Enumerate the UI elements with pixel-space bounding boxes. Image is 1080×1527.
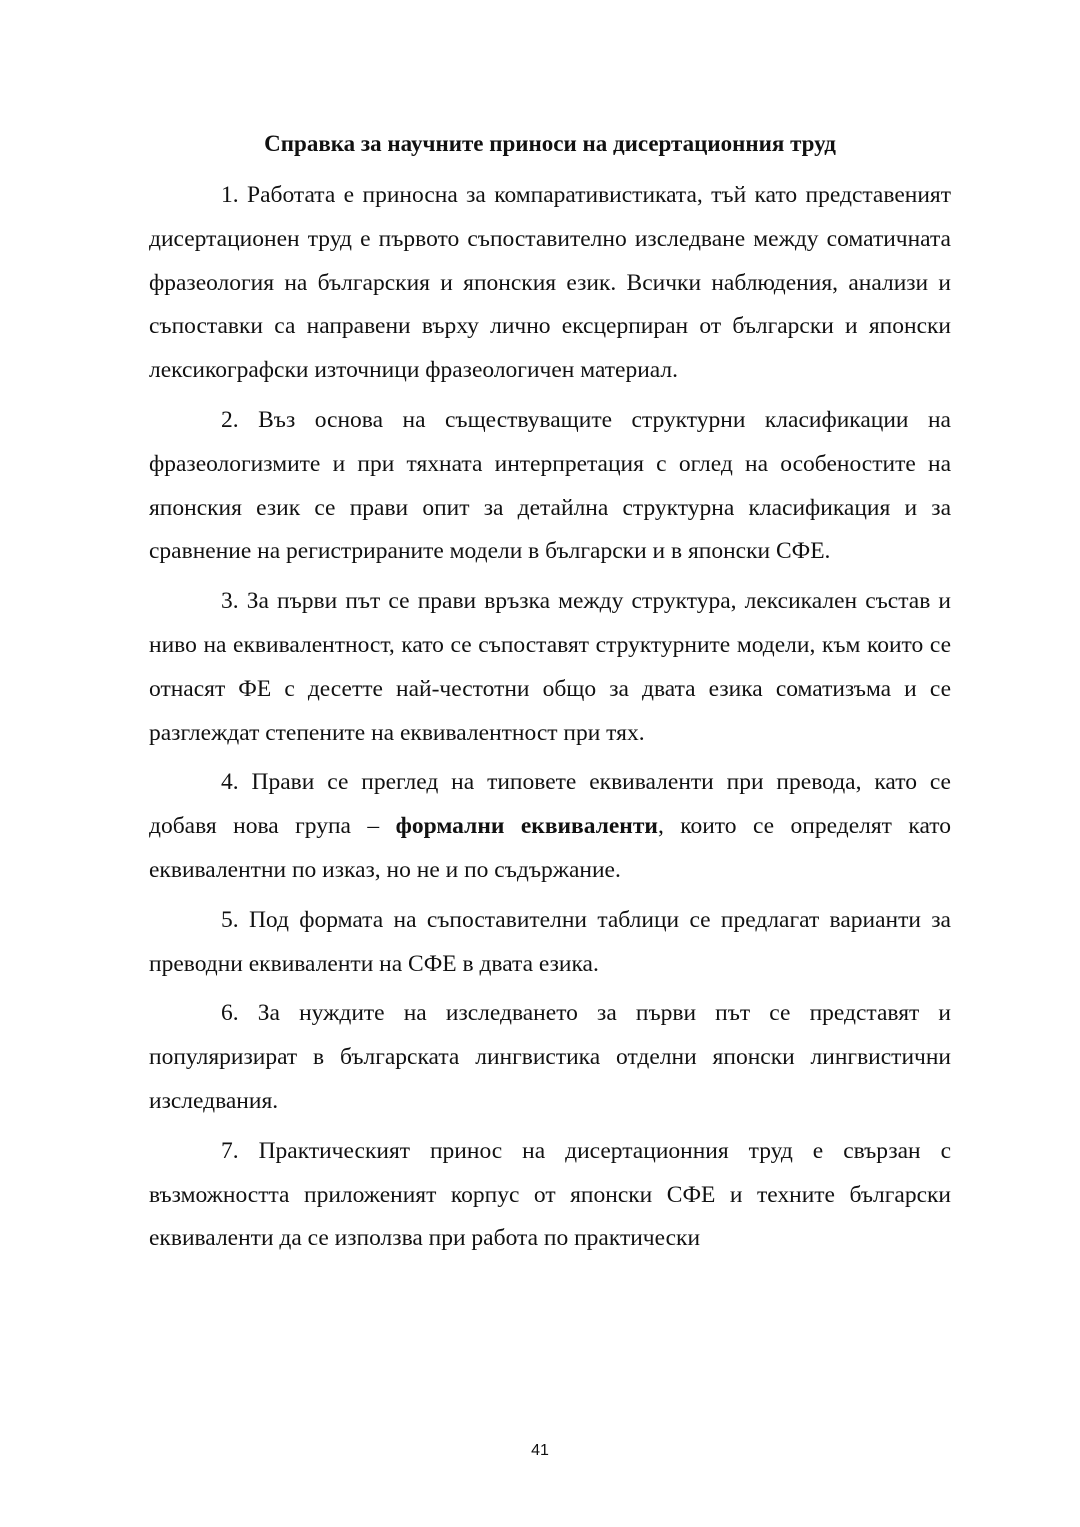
document-title: Справка за научните приноси на дисертационния труд [264,131,836,156]
paragraph-1: 1. Работата е приносна за компаративистиката, тъй като представеният дисертационен труд е първото съпоставително изследване между соматичната фразеология на българския и японския език. Всички наблюдения, анализи и съпоставки са направени върху лично ексцерпиран от български и японски лексикографски източници фразеологичен материал. [149,182,951,384]
paragraph-3: 3. За първи път се прави връзка между структура, лексикален състав и ниво на еквивалентност, като се съпоставят структурните модели, към които се отнасят ФЕ с десетте най-честотни общо за двата езика соматизъма и се разглеждат степените на еквивалентност при тях. [149,588,951,746]
paragraph-5: 5. Под формата на съпоставителни таблици се предлагат варианти за преводни еквиваленти на СФЕ в двата езика. [149,906,951,977]
paragraph-4-text-before: 4. Прави се преглед на типовете еквиваленти при превода, като се добавя нова група – [149,769,951,840]
paragraph-6: 6. За нуждите на изследването за първи път се представят и популяризират в българската лингвистика отделни японски лингвистични изследвания. [149,1000,951,1114]
paragraph-4 [149,761,951,892]
page-number: 41 [531,1442,549,1459]
paragraph-2: 2. Въз основа на съществуващите структурни класификации на фразеологизмите и при тяхната интерпретация с оглед на особеностите на японския език се прави опит за детайлна структурна класификация и за сравнение на регистрираните модели в български и в японски СФЕ. [149,406,951,565]
paragraph-7: 7. Практическият принос на дисертационния труд е свързан с възможността приложеният корпус от японски СФЕ и техните български еквиваленти да се използва при работа по практически [149,1137,951,1252]
paragraph-4-bold-term: формални еквиваленти [395,813,658,840]
paragraph-4-text-after: , които се определят като еквивалентни по изказ, но не и по съдържание. [149,813,951,883]
document-page [149,122,951,1267]
